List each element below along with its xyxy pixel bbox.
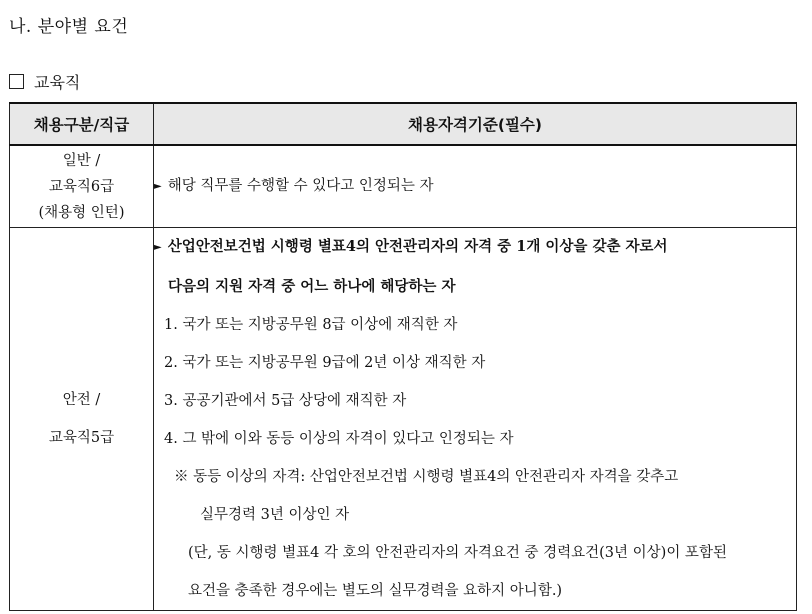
note-text-continued: 실무경력 3년 이상인 자 bbox=[200, 507, 350, 523]
requirement-cell bbox=[154, 145, 797, 228]
list-item: 3. 공공기관에서 5급 상당에 재직한 자 bbox=[164, 393, 407, 409]
subsection-label: 교육직 bbox=[34, 73, 81, 92]
requirements-table bbox=[9, 102, 797, 611]
lead-text-continued: 다음의 지원 자격 중 어느 하나에 해당하는 자 bbox=[168, 278, 456, 295]
list-item: 2. 국가 또는 지방공무원 9급에 2년 이상 재직한 자 bbox=[164, 355, 486, 371]
note-text: ※ 동등 이상의 자격: 산업안전보건법 시행령 별표4의 안전관리자 자격을 갖추고 bbox=[174, 469, 679, 485]
category-line: 일반 / bbox=[62, 152, 101, 169]
table-header-row bbox=[10, 103, 797, 145]
category-line: 안전 / bbox=[62, 392, 101, 408]
header-qualification: 채용자격기준(필수) bbox=[154, 103, 797, 145]
checkbox-square-icon bbox=[9, 74, 24, 89]
paren-note-text-continued: 요건을 충족한 경우에는 별도의 실무경력을 요하지 아니함.) bbox=[188, 583, 563, 599]
category-line: 교육직5급 bbox=[48, 430, 115, 446]
header-category: 채용구분/직급 bbox=[10, 103, 154, 145]
lead-text: 산업안전보건법 시행령 별표4의 안전관리자의 자격 중 1개 이상을 갖춘 자로서 bbox=[167, 238, 668, 255]
triangle-bullet-icon: ► bbox=[154, 180, 162, 192]
table-row bbox=[10, 145, 797, 228]
category-line: (채용형 인턴) bbox=[38, 204, 125, 221]
table-row bbox=[10, 228, 797, 611]
category-line: 교육직6급 bbox=[48, 178, 115, 195]
triangle-bullet-icon: ► bbox=[154, 242, 162, 253]
requirement-text: 해당 직무를 수행할 수 있다고 인정되는 자 bbox=[167, 177, 434, 194]
category-cell bbox=[10, 228, 154, 611]
section-title: 나. 분야별 요건 bbox=[9, 17, 129, 37]
paren-note-text: (단, 동 시행령 별표4 각 호의 안전관리자의 자격요건 중 경력요건(3년 이상)이 포함된 bbox=[188, 545, 727, 561]
list-item: 1. 국가 또는 지방공무원 8급 이상에 재직한 자 bbox=[164, 317, 458, 333]
requirement-cell bbox=[154, 228, 797, 611]
category-cell bbox=[10, 145, 154, 228]
subsection-heading bbox=[9, 70, 80, 93]
list-item: 4. 그 밖에 이와 동등 이상의 자격이 있다고 인정되는 자 bbox=[164, 431, 514, 447]
